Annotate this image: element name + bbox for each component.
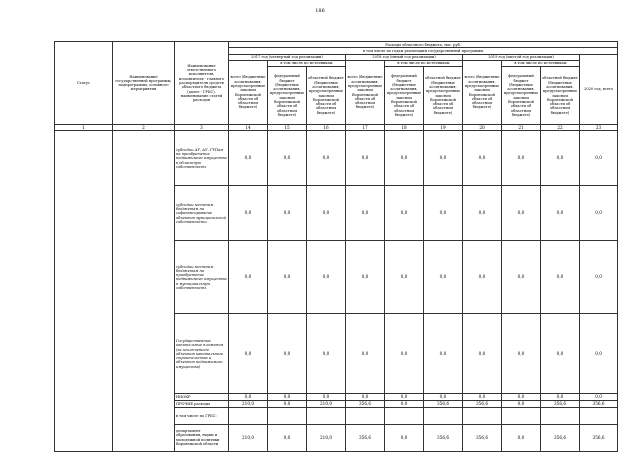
header-executor: Наименование ответственного исполнителя, исполнителя - главного распорядителя средств областного бюджета (далее - ГРБС), наименование статей расходов	[175, 42, 229, 125]
value-cell: 0,0	[385, 400, 424, 407]
value-cell: 0,0	[463, 314, 502, 394]
value-cell: 0,0	[346, 241, 385, 314]
value-cell: 0,0	[463, 241, 502, 314]
value-cell: 0,0	[541, 314, 580, 394]
value-cell: 0,0	[580, 131, 618, 186]
value-cell: 0,0	[346, 314, 385, 394]
row-label: НИОКР	[175, 394, 229, 400]
value-cell: 0,0	[463, 131, 502, 186]
col-number: 3	[175, 125, 229, 131]
value-cell: 0,0	[385, 314, 424, 394]
header-federal-2017: федеральный бюджет (бюджетные ассигнования, предусмотренные законом Воронежской области об областном бюджете)	[268, 67, 307, 125]
header-regional-2018: областной бюджет (бюджетные ассигнования, предусмотренные законом Воронежской области об областном бюджете)	[424, 67, 463, 125]
value-cell: 0,0	[229, 394, 268, 400]
value-cell: 0,0	[502, 394, 541, 400]
value-cell: 0,0	[541, 241, 580, 314]
value-cell: 0,0	[346, 394, 385, 400]
col-number: 19	[424, 125, 463, 131]
header-expenses: Расходы областного бюджета, тыс. руб.	[229, 42, 618, 48]
col-number: 18	[385, 125, 424, 131]
value-cell	[307, 407, 346, 424]
program-cell	[113, 131, 175, 451]
value-cell: 0,0	[502, 400, 541, 407]
value-cell: 210,0	[229, 400, 268, 407]
value-cell: 0,0	[385, 131, 424, 186]
header-by-years: в том числе по годам реализации государственной программы	[229, 48, 618, 54]
value-cell: 0,0	[229, 314, 268, 394]
header-federal-2019: федеральный бюджет (бюджетные ассигнования, предусмотренные законом Воронежской области об областном бюджете)	[502, 67, 541, 125]
value-cell: 0,0	[502, 131, 541, 186]
col-number: 14	[229, 125, 268, 131]
value-cell: 0,0	[580, 241, 618, 314]
value-cell: 0,0	[502, 424, 541, 451]
value-cell	[424, 407, 463, 424]
value-cell: 0,0	[541, 394, 580, 400]
row-label: субсидии местным бюджетам на софинансирование объектов муниципальной собственности	[175, 186, 229, 241]
value-cell: 0,0	[268, 424, 307, 451]
value-cell: 0,0	[268, 131, 307, 186]
value-cell: 0,0	[307, 314, 346, 394]
value-cell: 356,6	[580, 400, 618, 407]
value-cell: 0,0	[307, 241, 346, 314]
budget-table	[54, 41, 618, 452]
value-cell: 0,0	[346, 131, 385, 186]
table-header	[55, 42, 618, 131]
row-label: субсидии АУ, АУ, ГУПам на приобретение недвижимого имущества в областную собственность	[175, 131, 229, 186]
value-cell: 0,0	[424, 241, 463, 314]
value-cell: 0,0	[385, 394, 424, 400]
value-cell: 356,6	[463, 400, 502, 407]
value-cell: 0,0	[580, 314, 618, 394]
value-cell: 0,0	[307, 131, 346, 186]
value-cell: 0,0	[307, 394, 346, 400]
value-cell: 356,6	[346, 400, 385, 407]
value-cell: 0,0	[268, 400, 307, 407]
value-cell: 0,0	[502, 314, 541, 394]
col-number: 2	[113, 125, 175, 131]
value-cell: 356,6	[424, 424, 463, 451]
col-number: 20	[463, 125, 502, 131]
header-regional-2017: областной бюджет (бюджетные ассигнования, предусмотренные законом Воронежской области об областном бюджете)	[307, 67, 346, 125]
value-cell	[346, 407, 385, 424]
value-cell: 0,0	[385, 241, 424, 314]
value-cell: 0,0	[424, 186, 463, 241]
header-total-2017: всего (бюджетные ассигнования, предусмотренные законом Воронежской области об областном бюджете)	[229, 60, 268, 124]
value-cell: 0,0	[385, 424, 424, 451]
header-year-2018: 2018 год (пятый год реализации)	[346, 54, 463, 60]
table-body	[55, 131, 618, 451]
header-status: Статус	[55, 42, 113, 125]
header-sources-2019: в том числе по источникам	[502, 60, 580, 66]
value-cell	[463, 407, 502, 424]
col-number: 16	[307, 125, 346, 131]
col-number: 22	[541, 125, 580, 131]
value-cell: 210,0	[307, 424, 346, 451]
value-cell: 0,0	[268, 186, 307, 241]
table-row	[55, 131, 618, 186]
header-regional-2019: областной бюджет (бюджетные ассигнования, предусмотренные законом Воронежской области об областном бюджете)	[541, 67, 580, 125]
header-year-2020: 2020 год, всего	[580, 54, 618, 125]
header-year-2017: 2017 год (четвертый год реализации)	[229, 54, 346, 60]
value-cell: 0,0	[424, 131, 463, 186]
header-program: Наименование государственной программы, подпрограммы, основного мероприятия	[113, 42, 175, 125]
value-cell: 0,0	[268, 394, 307, 400]
col-number: 15	[268, 125, 307, 131]
value-cell: 356,6	[346, 424, 385, 451]
value-cell	[385, 407, 424, 424]
header-federal-2018: федеральный бюджет (бюджетные ассигнования, предусмотренные законом Воронежской области об областном бюджете)	[385, 67, 424, 125]
value-cell: 0,0	[268, 241, 307, 314]
row-label: субсидии местным бюджетам на приобретение недвижимого имущества в муниципальную собственность	[175, 241, 229, 314]
value-cell: 0,0	[580, 186, 618, 241]
value-cell: 0,0	[268, 314, 307, 394]
value-cell	[268, 407, 307, 424]
col-number: 17	[346, 125, 385, 131]
row-label: в том числе по ГРБС:	[175, 407, 229, 424]
value-cell: 210,0	[307, 400, 346, 407]
header-sources-2017: в том числе по источникам	[268, 60, 346, 66]
row-label: Государственные капитальные вложения (за исключением объектов капитального строительства и объектов недвижимого имущества)	[175, 314, 229, 394]
value-cell: 0,0	[346, 186, 385, 241]
value-cell	[229, 407, 268, 424]
value-cell: 0,0	[502, 186, 541, 241]
value-cell	[502, 407, 541, 424]
value-cell: 0,0	[502, 241, 541, 314]
header-sources-2018: в том числе по источникам	[385, 60, 463, 66]
value-cell: 0,0	[229, 131, 268, 186]
value-cell	[541, 407, 580, 424]
value-cell: 0,0	[229, 241, 268, 314]
value-cell: 0,0	[463, 394, 502, 400]
value-cell: 0,0	[307, 186, 346, 241]
value-cell: 356,6	[541, 400, 580, 407]
value-cell	[580, 407, 618, 424]
header-year-2019: 2019 год (шестой год реализации)	[463, 54, 580, 60]
header-total-2018: всего (бюджетные ассигнования, предусмотренные законом Воронежской области об областном бюджете)	[346, 60, 385, 124]
value-cell: 0,0	[541, 186, 580, 241]
col-number: 21	[502, 125, 541, 131]
row-label: департамент образования, науки и молодежной политики Воронежской области	[175, 424, 229, 451]
value-cell: 356,6	[580, 424, 618, 451]
value-cell: 356,6	[424, 400, 463, 407]
value-cell: 356,6	[541, 424, 580, 451]
value-cell: 0,0	[463, 186, 502, 241]
value-cell: 0,0	[424, 314, 463, 394]
col-number: 23	[580, 125, 618, 131]
value-cell: 0,0	[385, 186, 424, 241]
value-cell: 210,0	[229, 424, 268, 451]
value-cell: 0,0	[424, 394, 463, 400]
value-cell: 0,0	[580, 394, 618, 400]
status-cell	[55, 131, 113, 451]
page-number: 186	[315, 8, 325, 14]
col-number: 1	[55, 125, 113, 131]
row-label: ПРОЧИЕ расходы	[175, 400, 229, 407]
header-total-2019: всего (бюджетные ассигнования, предусмотренные законом Воронежской области об областном бюджете)	[463, 60, 502, 124]
value-cell: 0,0	[541, 131, 580, 186]
value-cell: 356,6	[463, 424, 502, 451]
value-cell: 0,0	[229, 186, 268, 241]
